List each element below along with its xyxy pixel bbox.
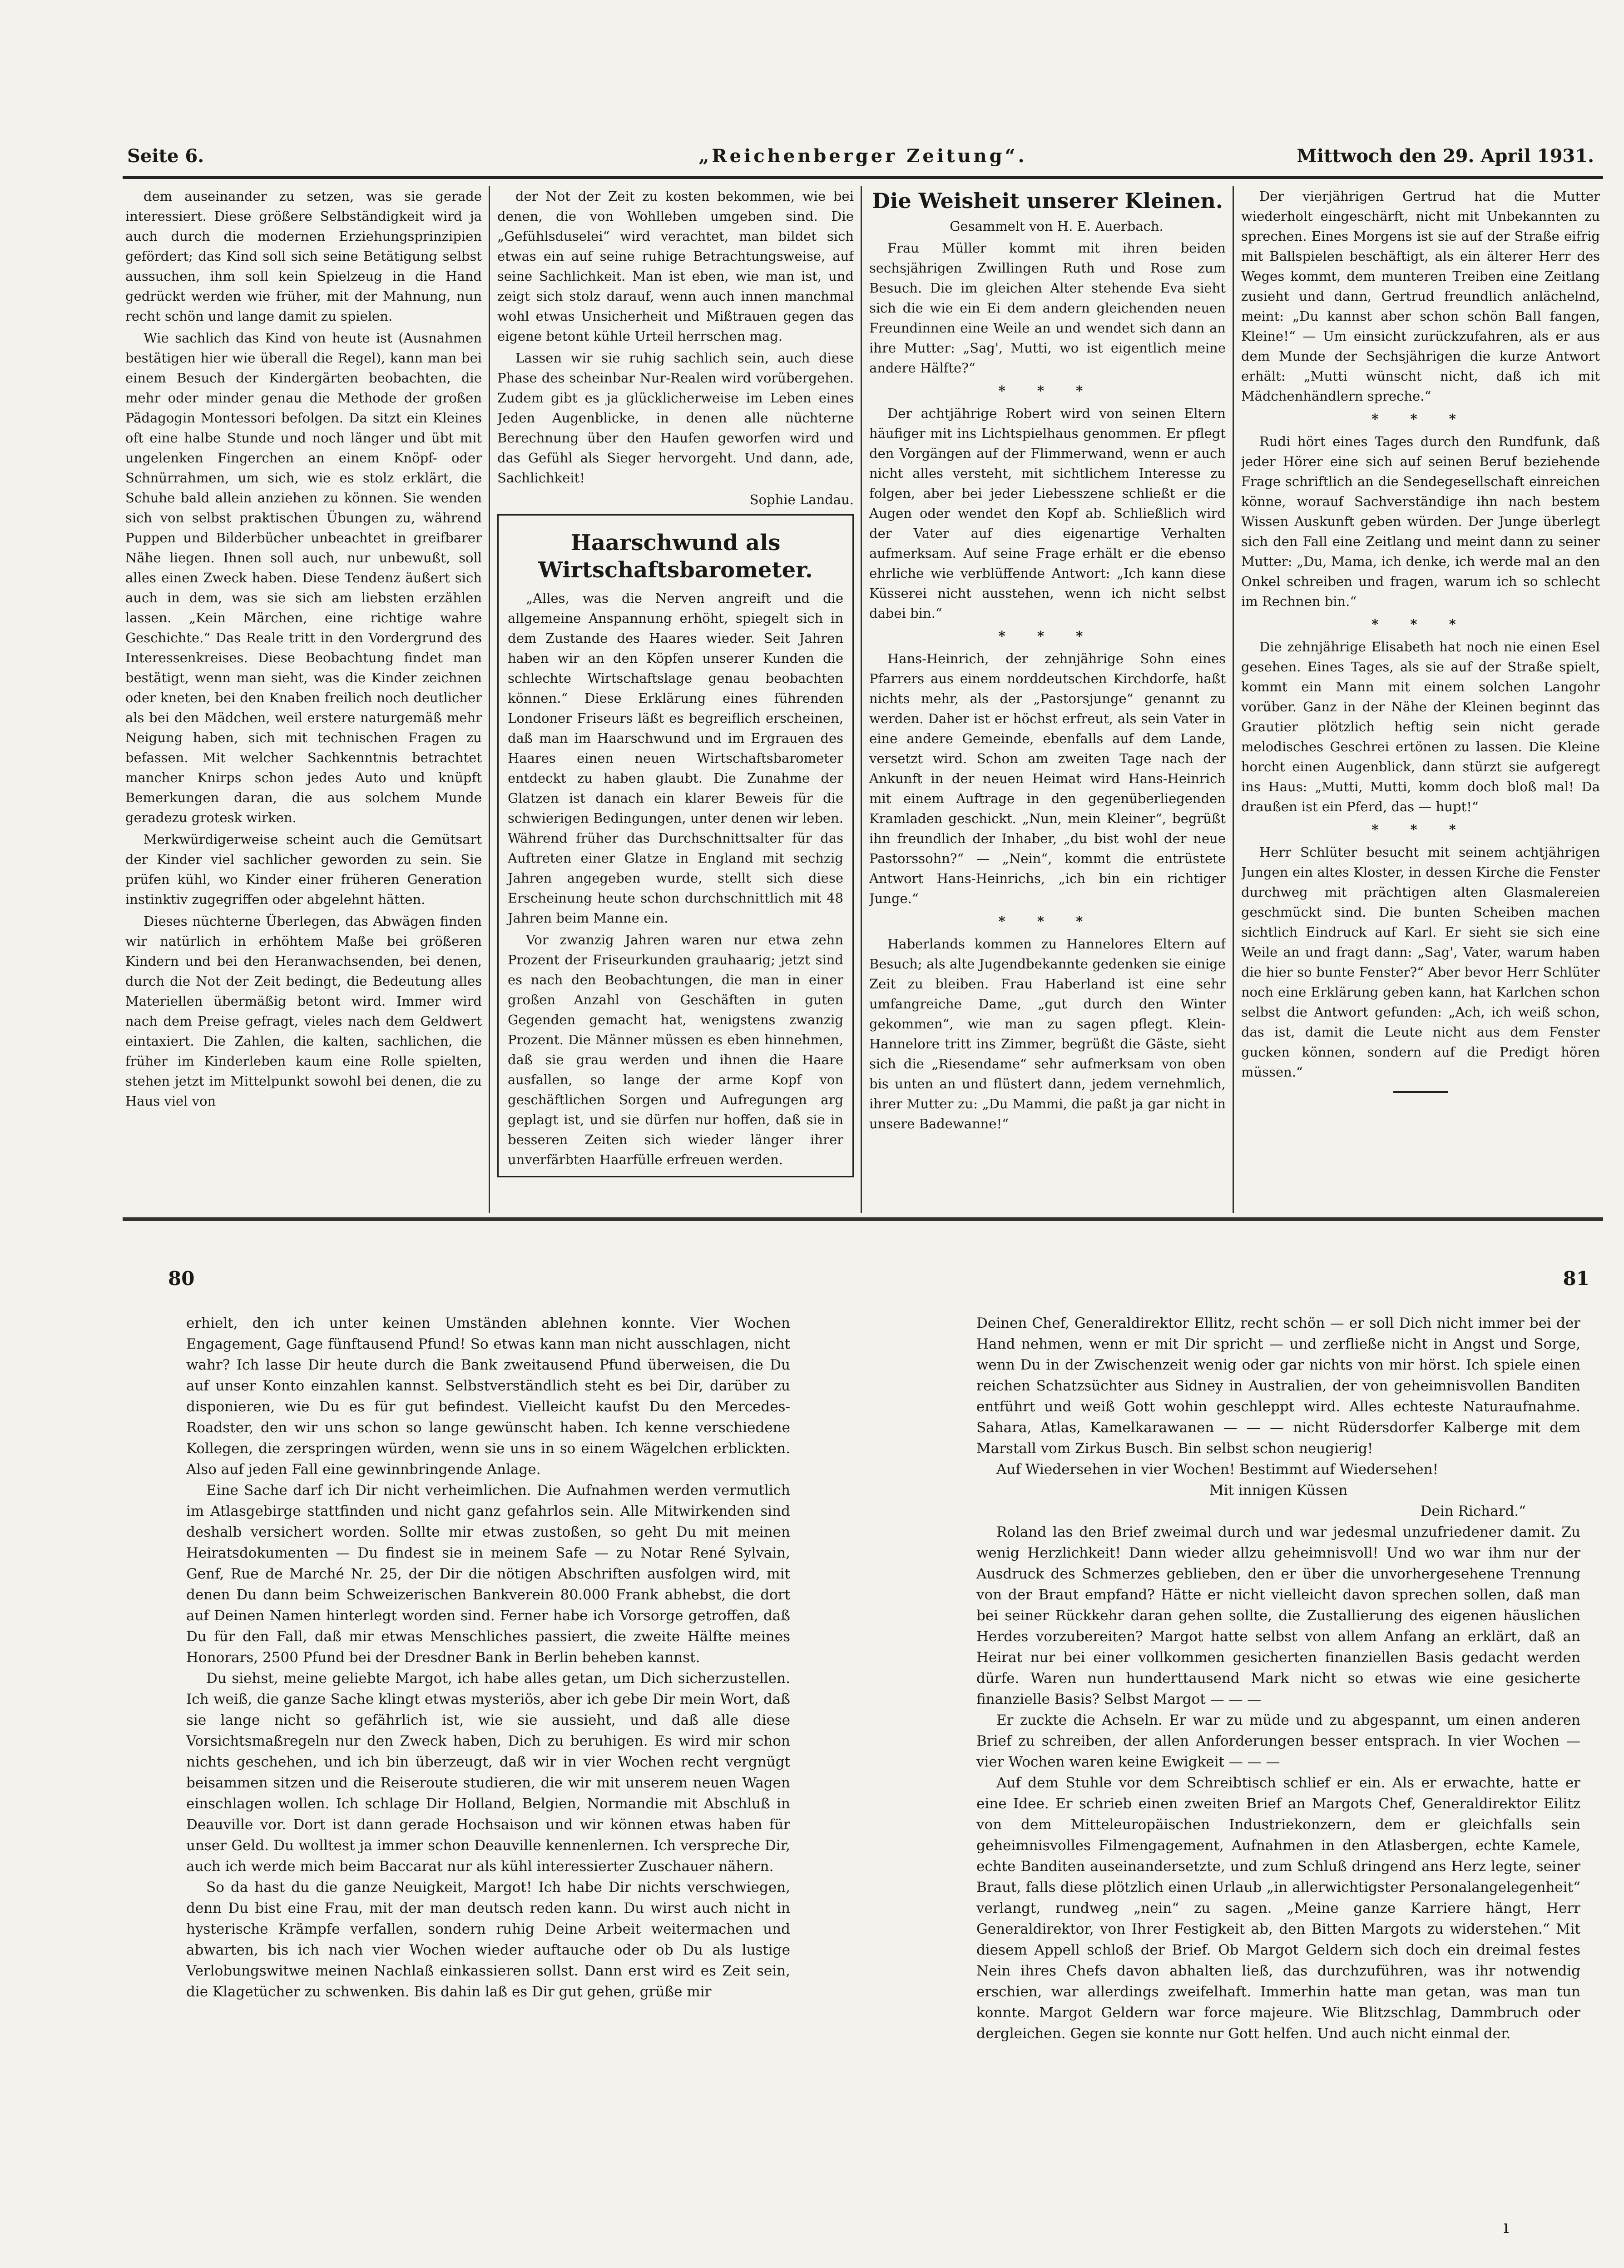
section-separator: * * * [1371,616,1470,632]
paragraph: Der achtjährige Robert wird von seinen Eltern häufiger mit ins Lichtspielhaus genommen. Er pflegt den Vorgängen auf der Flimmerwand, wenn er auch nicht alles versteht, mit sichtlichem Interesse zu folgen, aber bei jeder Liebesszene schließt er die Augen oder wendet den Kopf ab. Schließlich wird der Vater auf dies eigenartige Verhalten aufmerksam. Auf seine Frage erhält er die ebenso ehrliche wie verblüffende Antwort: „Ich kann diese Küsserei nicht ausstehen, wenn ich nicht selbst dabei bin.“ [869,406,1226,621]
column-3 [869,186,1226,1208]
paragraph: Rudi hört eines Tages durch den Rundfunk, daß jeder Hörer eine sich auf seinen Beruf beziehende Frage schriftlich an die Sendegesellschaft einreichen könne, worauf Sachverständige ihn nach bestem Wissen Auskunft geben würden. Der Junge überlegt sich den Fall eine Zeitlang und meint dann zu seiner Mutter: „Du, Mama, ich denke, ich werde mal an den Onkel schreiben und fragen, warum ich so schlecht im Rechnen bin.“ [1241,434,1600,609]
column-divider [861,186,862,1213]
section-separator: * * * [1371,822,1470,837]
column-divider [489,186,490,1213]
section-separator: * * * [998,628,1097,644]
newspaper-title: „Reichenberger Zeitung“. [698,145,1027,167]
boxed-article [497,514,854,1177]
paragraph: Wie sachlich das Kind von heute ist (Ausnahmen bestätigen hier wie überall die Regel), kann man bei einem Besuch der Kindergärten beobachten, die mehr oder minder genau die Methode der großen Pädagogin Montessori befolgen. Da sitzt ein Kleines oft eine halbe Stunde und noch länger und übt mit ungelenken Fingerchen an einem Knöpf- oder Schnürrahmen, um sich, wie es stolz erklärt, die Schuhe bald allein anziehen zu können. Sie wenden sich von selbst praktischen Übungen zu, während Puppen und Bilderbücher unbeachtet in greifbarer Nähe liegen. Ihnen soll auch, nur unbewußt, soll alles einen Zweck haben. Diese Tendenz äußert sich auch in dem, was sie sich am liebsten erzählen lassen. „Kein Märchen, eine richtige wahre Geschichte.“ Das Reale tritt in den Vordergrund des Interessenkreises. Diese Beobachtung findet man bestätigt, wenn man sieht, was die Kinder zeichnen oder kneten, bei den Knaben freilich noch deutlicher als bei den Mädchen, weil erstere naturgemäß mehr Neigung haben, sich mit technischen Fragen zu befassen. Mit welcher Sachkenntnis betrachtet mancher Knirps schon jedes Auto und knüpft Bemerkungen daran, die aus solchem Munde geradezu grotesk wirken. [125,330,482,825]
paragraph: Vor zwanzig Jahren waren nur etwa zehn Prozent der Friseurkunden grauhaarig; jetzt sind es nach den Beobachtungen, die man in einer großen Anzahl von Geschäften in guten Gegenden gemacht hat, wenigstens zwanzig Prozent. Die Männer müssen es eben hinnehmen, daß sie grau werden und ihnen die Haare ausfallen, so lange der arme Kopf von geschäftlichen Sorgen und Aufregungen arg geplagt ist, und sie dürfen nur hoffen, daß sie in besseren Zeiten sich wieder länger ihrer unverfärbten Haarfülle erfreuen werden. [508,932,843,1167]
section-separator: * * * [1371,411,1470,427]
paragraph: Haberlands kommen zu Hannelores Eltern auf Besuch; als alte Jugendbekannte gedenken sie einige Zeit zu bleiben. Frau Haberland ist eine sehr umfangreiche Dame, „gut durch den Winter gekommen“, wie man zu sagen pflegt. Klein-Hannelore tritt ins Zimmer, begrüßt die Gäste, sieht sich die „Riesendame“ sehr aufmerksam von oben bis unten an und flüstert dann, jedem vernehmlich, ihrer Mutter zu: „Du Mammi, die paßt ja gar nicht in unsere Badewanne!“ [869,936,1226,1132]
paragraph: Herr Schlüter besucht mit seinem achtjährigen Jungen ein altes Kloster, in dessen Kirche die Fenster durchweg mit prächtigen alten Glasmalereien geschmückt sind. Die bunten Scheiben machen sichtlich Eindruck auf Karl. Er sieht sie sich eine Weile an und fragt dann: „Sag', Vater, warum haben die hier so bunte Fenster?“ Aber bevor Herr Schlüter noch eine Erklärung geben kann, hat Karlchen schon selbst die Antwort gefunden: „Ach, ich weiß schon, das ist, damit die Leute nicht aus dem Fenster gucken können, sondern auf die Predigt hören müssen.“ [1241,844,1600,1080]
paragraph: So da hast du die ganze Neuigkeit, Margot! Ich habe Dir nichts verschwiegen, denn Du bist eine Frau, mit der man deutsch reden kann. Du wirst auch nicht in hysterische Krämpfe verfallen, sondern ruhig Deine Arbeit weitermachen und abwarten, bis ich nach vier Wochen wieder auftauche oder ob Du als lustige Verlobungswitwe meinen Nachlaß einkassieren sollst. Dann erst wird es Zeit sein, die Klagetücher zu schwenken. Bis dahin laß es Dir gut gehen, grüße mir [186,1879,790,2000]
book-spread [159,1267,1603,2199]
letter-signature: Dein Richard.“ [1420,1503,1526,1519]
paragraph: Eine Sache darf ich Dir nicht verheimlichen. Die Aufnahmen werden vermutlich im Atlasgebirge stattfinden und nicht ganz gefahrlos sein. Alle Mitwirkenden sind deshalb versichert worden. Sollte mir etwas zustoßen, so geht Du mit meinen Heiratsdokumenten — Du findest sie in meinem Safe — zu Notar René Sylvain, Genf, Rue de Marché Nr. 25, der Dir die nötigen Abschriften ausfolgen wird, mit denen Du dann beim Schweizerischen Bankverein 80.000 Frank abhebst, die dort auf Deinen Namen hinterlegt worden sind. Ferner habe ich Vorsorge getroffen, daß Du für den Fall, daß mir etwas Menschliches passiert, die zweite Hälfte meines Honorars, 2500 Pfund bei der Dresdner Bank in Berlin beheben kannst. [186,1482,790,1666]
column-2 [497,186,854,1208]
page-number-right: 81 [1563,1267,1589,1290]
paragraph: der Not der Zeit zu kosten bekommen, wie bei denen, die von Wohlleben umgeben sind. Die „Gefühlsduselei“ wird verachtet, man bildet sich etwas ein auf seine ruhige Betrachtungsweise, auf seine Sachlichkeit. Man ist eben, wie man ist, und zeigt sich stolz darauf, wenn auch innen manchmal wohl etwas Unsicherheit und Mißtrauen gegen das eigene betont kühle Urteil herrschen mag. [497,189,854,344]
column-divider [1233,186,1234,1213]
column-4 [1241,186,1600,1208]
paragraph: Du siehst, meine geliebte Margot, ich habe alles getan, um Dich sicherzustellen. Ich weiß, die ganze Sache klingt etwas mysteriös, aber ich gebe Dir mein Wort, daß sie lange nicht so gefährlich ist, wie sie aussieht, und daß alle diese Vorsichtsmaßregeln nur den Zweck haben, Dich zu beruhigen. Es wird mir schon nichts geschehen, und ich bin überzeugt, daß wir in vier Wochen recht vergnügt beisammen sitzen und die Reiseroute studieren, die wir mit unserem neuen Wagen einschlagen wollen. Ich schlage Dir Holland, Belgien, Normandie mit Abschluß in Deauville vor. Dort ist dann gerade Hochsaison und wir können etwas haben für unser Geld. Du wolltest ja immer schon Deauville kennenlernen. Ich verspreche Dir, auch ich werde mich beim Baccarat nur als kühl interessierter Zuschauer nähern. [186,1670,790,1875]
page-bottom-rule [123,1217,1603,1221]
header-rule [123,176,1603,179]
left-page-text [186,1313,790,2176]
paragraph: dem auseinander zu setzen, was sie gerade interessiert. Diese größere Selbständigkeit wird ja auch durch die modernen Erziehungsprinzipien gefördert; das Kind soll sich seine Betätigung selbst aussuchen, ihm soll kein Spielzeug in die Hand gedrückt werden wie früher, mit der Mahnung, nun recht schön und lange damit zu spielen. [125,189,482,324]
newspaper-page [123,136,1603,1240]
article-byline: Gesammelt von H. E. Auerbach. [950,218,1164,234]
paragraph: erhielt, den ich unter keinen Umständen ablehnen konnte. Vier Wochen Engagement, Gage fünftausend Pfund! So etwas kann man nicht ausschlagen, nicht wahr? Ich lasse Dir heute durch die Bank zweitausend Pfund überweisen, die Du auf unser Konto einzahlen kannst. Selbstverständlich steht es bei Dir, darüber zu disponieren, wie Du es für gut befindest. Vielleicht kaufst Du den Mercedes-Roadster, den wir uns schon so lange gewünscht haben. Ich kenne verschiedene Kollegen, die zerspringen würden, wenn sie uns in so einem Wägelchen erblickten. Also auf jeden Fall eine gewinnbringende Anlage. [186,1315,790,1478]
paragraph: Die zehnjährige Elisabeth hat noch nie einen Esel gesehen. Eines Tages, als sie auf der Straße spielt, kommt ein Mann mit einem solchen Langohr vorüber. Ganz in der Nähe der Kleinen beginnt das Grautier plötzlich heftig sein nicht gerade melodisches Geschrei ertönen zu lassen. Die Kleine horcht einen Augenblick, dann stürzt sie aufgeregt ins Haus: „Mutti, Mutti, komm doch bloß mal! Da draußen ist ein Pferd, das — hupt!“ [1241,639,1600,814]
page-number-left: 80 [168,1267,195,1290]
paragraph: Der vierjährigen Gertrud hat die Mutter wiederholt eingeschärft, nicht mit Unbekannten zu sprechen. Eines Morgens ist sie auf der Straße eifrig mit Ballspielen beschäftigt, als ein älterer Herr des Weges kommt, dem munteren Treiben eine Zeitlang zusieht und dann, Gertrud freundlich anlächelnd, meint: „Du kannst aber schon schön Ball fangen, Kleine!“ — Um einsicht zurückzufahren, als er aus dem Munde der Sechsjährigen die kurze Antwort erhält: „Mutti wünscht nicht, daß ich mit Mädchenhändlern spreche.“ [1241,189,1600,404]
paragraph: Er zuckte die Achseln. Er war zu müde und zu abgespannt, um einen anderen Brief zu schreiben, der allen Anforderungen besser entsprach. In vier Wochen — vier Wochen waren keine Ewigkeit — — — [976,1712,1580,1770]
column-1 [125,186,482,1208]
paragraph: Auf Wiedersehen in vier Wochen! Bestimmt auf Wiedersehen! [996,1461,1439,1478]
paragraph: „Alles, was die Nerven angreift und die allgemeine Anspannung erhöht, spiegelt sich in dem Zustande des Haares wieder. Seit Jahren haben wir an den Köpfen unserer Kunden die schlechte Wirtschaftslage genau beobachten können.“ Diese Erklärung eines führenden Londoner Friseurs läßt es begreiflich erscheinen, daß man im Haarschwund und im Ergrauen des Haares einen neuen Wirtschaftsbarometer entdeckt zu haben glaubt. Die Zunahme der Glatzen ist danach ein klarer Beweis für die schwierigen Bedingungen, unter denen wir leben. Während früher das Durchschnittsalter für das Auftreten einer Glatze in England mit sechzig Jahren angegeben wurde, stellt sich diese Erscheinung heute schon durchschnittlich mit 48 Jahren beim Manne ein. [508,591,843,926]
paragraph: Hans-Heinrich, der zehnjährige Sohn eines Pfarrers aus einem norddeutschen Kirchdorfe, haßt nichts mehr, als der „Pastorsjunge“ genannt zu werden. Daher ist er höchst erfreut, als sein Vater in eine andere Gemeinde, ebenfalls auf dem Lande, versetzt wird. Schon am zweiten Tage nach der Ankunft in der neuen Heimat wird Hans-Heinrich mit einem Auftrage in den gegenüberliegenden Kramladen geschickt. „Nun, mein Kleiner“, begrüßt ihn freundlich der Inhaber, „du bist wohl der neue Pastorssohn?“ — „Nein“, kommt die entrüstete Antwort Hans-Heinrichs, „ich bin ein richtiger Junge.“ [869,651,1226,906]
paragraph: Merkwürdigerweise scheint auch die Gemütsart der Kinder viel sachlicher geworden zu sein. Sie prüfen kühl, wo Kinder einer früheren Generation instinktiv zugegriffen oder abgelehnt hätten. [125,832,482,907]
article-author: Sophie Landau. [749,492,854,507]
paragraph: Dieses nüchterne Überlegen, das Abwägen finden wir natürlich in erhöhtem Maße bei größeren Kindern und bei den Heranwachsenden, bei denen, durch die Not der Zeit bedingt, die Bedeutung alles Materiellen übermäßig betont wird. Immer wird nach dem Preise gefragt, vieles nach dem Geldwert eintaxiert. Die Zahlen, die kalten, sachlichen, die früher im Kinderleben kaum eine Rolle spielten, stehen jetzt im Mittelpunkt sowohl bei denen, die zu Haus viel von [125,913,482,1109]
letter-closing: Mit innigen Küssen [1209,1482,1348,1499]
paragraph: Deinen Chef, Generaldirektor Ellitz, recht schön — er soll Dich nicht immer bei der Hand nehmen, wenn er mit Dir spricht — und zerfließe nicht in Angst und Sorge, wenn Du in der Zwischenzeit wenig oder gar nichts von mir hörst. Ich spiele einen reichen Schatzsüchter aus Sidney in Australien, der von geheimnisvollen Banditen entführt und weiß Gott wohin geschleppt wird. Alles echteste Naturaufnahme. Sahara, Atlas, Kamelkarawanen — — — nicht Rüdersdorfer Kalberge mit dem Marstall vom Zirkus Busch. Bin selbst schon neugierig! [976,1315,1580,1457]
paragraph: Auf dem Stuhle vor dem Schreibtisch schlief er ein. Als er erwachte, hatte er eine Idee. Er schrieb einen zweiten Brief an Margots Chef, Generaldirektor Eilitz von dem Mitteleuropäischen Industriekonzern, dem er gleichfalls sein geheimnisvolles Filmengagement, Aufnahmen in den Atlasbergen, echte Kamele, echte Banditen auseinandersetzte, und zum Schluß dringend ans Herz legte, seiner Braut, falls diese plötzlich einen Urlaub „in allerwichtigster Personalangelegenheit“ verlangt, rundweg „nein“ zu sagen. „Meine ganze Karriere hängt, Herr Generaldirektor, von Ihrer Festigkeit ab, den Bitten Margots zu widerstehen.“ Mit diesem Appell schloß der Brief. Ob Margot Geldern sich doch ein dreimal festes Nein ihres Chefs davon abhalten ließ, das durchzuführen, was ihr notwendig erschien, war allerdings zweifelhaft. Immerhin hatte man getan, was man tun konnte. Margot Geldern war force majeure. Wie Blitzschlag, Dammbruch oder dergleichen. Gegen sie konnte nur Gott helfen. Und auch nicht einmal der. [976,1775,1580,2042]
corner-mark: ı [1503,2217,1509,2238]
section-separator: * * * [998,913,1097,929]
page-label: Seite 6. [127,145,204,167]
page-header [123,145,1603,173]
issue-date: Mittwoch den 29. April 1931. [1297,145,1594,167]
paragraph: Roland las den Brief zweimal durch und war jedesmal unzufriedener damit. Zu wenig Herzlichkeit! Dann wieder allzu geheimnisvoll! Und wo war ihm nur der Ausdruck des Schmerzes geblieben, den er über die unvorhergesehene Trennung von der Braut empfand? Hätte er nicht vielleicht davon sprechen sollen, daß man bei seiner Rückkehr daran gehen sollte, die Zustallierung des eigenen häuslichen Herdes vorzubereiten? Margot hatte selbst von allem Anfang an erklärt, daß an Heirat nur bei einer vollkommen gesicherten finanziellen Basis gedacht werden dürfe. Waren nun hunderttausend Mark nicht so etwas wie eine gesicherte finanzielle Basis? Selbst Margot — — — [976,1524,1580,1707]
article-title: Die Weisheit unserer Kleinen. [872,189,1223,213]
article-title: Haarschwund als Wirtschaftsbarometer. [538,530,813,583]
paragraph: Frau Müller kommt mit ihren beiden sechsjährigen Zwillingen Ruth und Rose zum Besuch. Die im gleichen Alter stehende Eva sieht sich die wie ein Ei dem andern gleichenden neuen Freundinnen eine Weile an und wendet sich dann an ihre Mutter: „Sag', Mutti, wo ist eigentlich meine andere Hälfte?“ [869,240,1226,376]
right-page-text [976,1313,1580,2176]
paragraph: Lassen wir sie ruhig sachlich sein, auch diese Phase des scheinbar Nur-Realen wird vorübergehen. Zudem gibt es ja glücklicherweise im Leben eines Jeden Augenblicke, in denen alle nüchterne Berechnung über den Haufen geworfen wird und das Gefühl als Sieger hervorgeht. Und dann, ade, Sachlichkeit! [497,350,854,486]
end-rule [1393,1091,1448,1093]
section-separator: * * * [998,383,1097,398]
